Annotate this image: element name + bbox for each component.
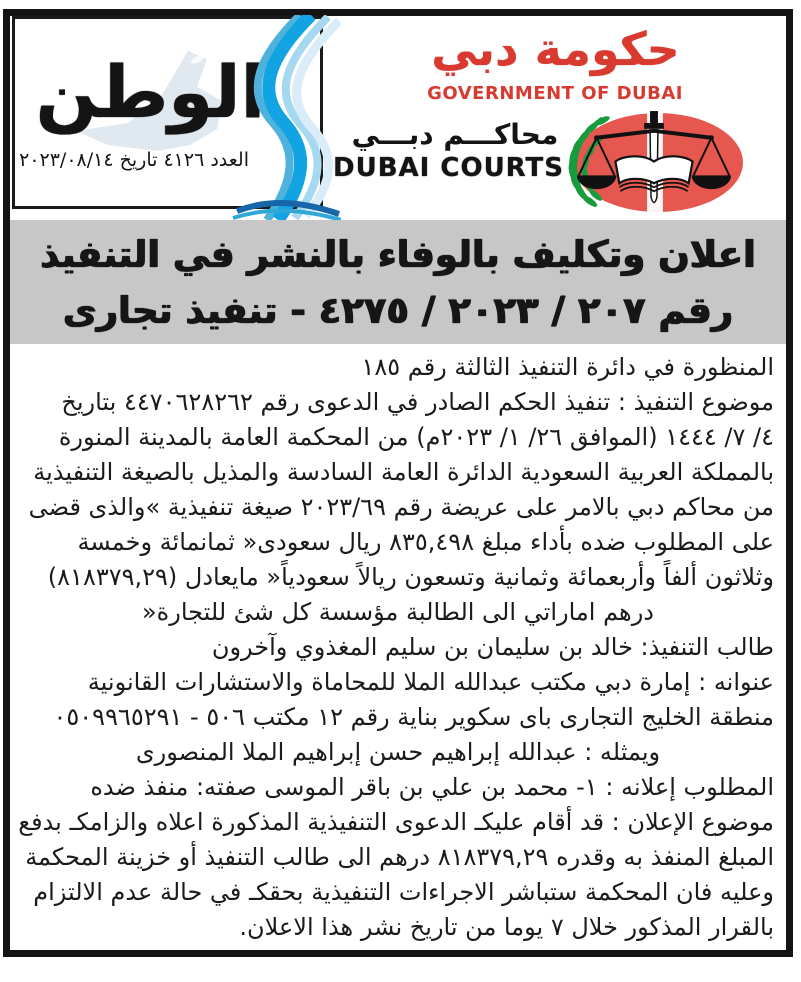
- body-line: منطقة الخليج التجارى باى سكوير بناية رقم ١٢ مكتب ٥٠٦ - ٠٥٠٩٩٦٥٢٩١: [53, 703, 774, 731]
- body-line: وعليه فان المحكمة ستباشر الاجراءات التنفيذية بحقكـ في حالة عدم الالتزام: [33, 878, 774, 906]
- notice-title-bar: [10, 220, 786, 344]
- dubai-courts-name-en: DUBAI COURTS: [333, 153, 564, 183]
- issue-date-line: العدد ٤١٢٦ تاريخ ٢٠٢٣/٠٨/١٤: [19, 149, 249, 171]
- header: [10, 16, 786, 220]
- body-line: ويمثله : عبدالله إبراهيم حسن إبراهيم الملا المنصورى: [135, 738, 661, 766]
- notice-title-line1: اعلان وتكليف بالوفاء بالنشر في التنفيذ: [40, 233, 756, 276]
- body-line: المنظورة في دائرة التنفيذ الثالثة رقم ١٨٥: [361, 353, 774, 381]
- body-line: بالقرار المذكور خلال ٧ يوما من تاريخ نشر هذا الاعلان.: [239, 913, 774, 941]
- wave-graphic: [223, 15, 341, 220]
- government-of-dubai-logo: [428, 18, 683, 104]
- newspaper-logo: الوطن: [35, 50, 265, 134]
- notice-title-line2: رقم ٢٠٧ / ٢٠٢٣ / ٤٢٧٥ - تنفيذ تجارى: [62, 289, 734, 332]
- body-line: ٤/ ٧/ ١٤٤٤ (الموافق ٢٦/ ١/ ٢٠٢٣م) من المحكمة العامة بالمدينة المنورة: [58, 423, 774, 451]
- body-line: موضوع الإعلان : قد أقام عليكـ الدعوى التنفيذية المذكورة اعلاه والزامكـ بدفع: [18, 808, 774, 836]
- body-line: من محاكم دبي بالامر على عريضة رقم ٢٠٢٣/٦٩ صيغة تنفيذية »والذى قضى: [28, 493, 774, 521]
- body-line: موضوع التنفيذ : تنفيذ الحكم الصادر في الدعوى رقم ٤٤٧٠٦٢٨٢٦٢ بتاريخ: [61, 388, 774, 416]
- government-name-en: GOVERNMENT OF DUBAI: [427, 83, 683, 104]
- dubai-courts-name-ar: محاكـــم دبـــي: [351, 118, 559, 151]
- body-line: طالب التنفيذ: خالد بن سليمان بن سليم المغذوي وآخرون: [211, 633, 774, 661]
- body-line: على المطلوب ضده بأداء مبلغ ٨٣٥,٤٩٨ ريال سعودى« ثمانمائة وخمسة: [77, 528, 774, 556]
- body-line: بالمملكة العربية السعودية الدائرة العامة السادسة والمذيل بالصيغة التنفيذية: [33, 458, 774, 486]
- body-line: درهم اماراتي الى الطالبة مؤسسة كل شئ للتجارة«: [142, 598, 654, 626]
- body-line: المبلغ المنفذ به وقدره ٨١٨٣٧٩,٢٩ درهم الى طالب التنفيذ أو خزينة المحكمة: [25, 843, 774, 871]
- dubai-courts-emblem: [562, 110, 745, 214]
- body-line: عنوانه : إمارة دبي مكتب عبدالله الملا للمحاماة والاستشارات القانونية: [87, 668, 774, 696]
- dubai-courts-wordmark: [333, 117, 564, 183]
- body-line: وثلاثون ألفاً وأربعمائة وثمانية وتسعون ريالاً سعودياً« مايعادل (٨١٨٣٧٩,٢٩): [47, 563, 774, 591]
- ad-frame: [3, 9, 793, 957]
- body-line: المطلوب إعلانه : ١- محمد بن علي بن باقر الموسى صفته: منفذ ضده: [90, 773, 774, 801]
- notice-body: [18, 350, 778, 950]
- government-calligraphy: حكومة دبي: [431, 22, 680, 76]
